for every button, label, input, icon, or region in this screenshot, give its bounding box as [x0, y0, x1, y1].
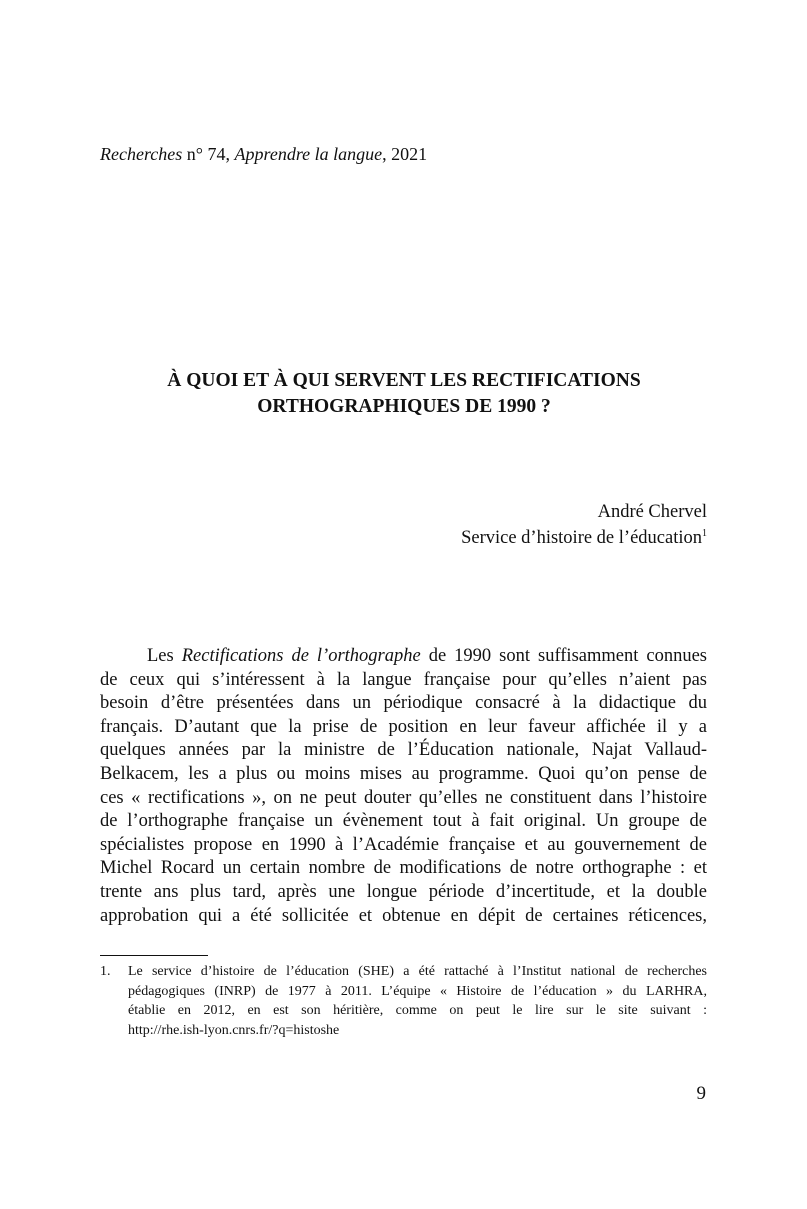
body-line [100, 692, 707, 716]
issue-number: n° 74, [182, 144, 235, 164]
footnote-line [128, 1001, 707, 1021]
footnote-separator [100, 955, 208, 956]
body-line-text: Michel Rocard un certain nombre de modifications de notre orthographe : et [100, 858, 707, 879]
footnote-url-line [128, 1021, 707, 1041]
body-line-text: français. D’autant que la prise de position en leur faveur affichée il y a [100, 716, 707, 737]
title-line-2: ORTHOGRAPHIQUES DE 1990 ? [257, 396, 551, 417]
body-line [100, 716, 707, 740]
footnote-url[interactable]: http://rhe.ish-lyon.cnrs.fr/?q=histoshe [128, 1022, 340, 1038]
body-line [100, 763, 707, 787]
body-line [100, 787, 707, 811]
title-line-1: À QUOI ET À QUI SERVENT LES RECTIFICATIONS [167, 370, 641, 391]
footnote-line [128, 982, 707, 1002]
body-line-text: Belkacem, les a plus ou moins mises au programme. Quoi qu’on pense de [100, 763, 707, 784]
footnote-reference: 1 [702, 528, 707, 539]
footnote-line-text: Le service d’histoire de l’éducation (SHE) a été rattaché à l’Institut national de recherches [128, 964, 707, 979]
body-line-1-pre: Les [147, 646, 182, 666]
author-name: André Chervel [597, 502, 707, 522]
author-affiliation: Service d’histoire de l’éducation [461, 528, 702, 548]
body-line [100, 669, 707, 693]
author-block [461, 499, 707, 551]
running-head [100, 143, 427, 165]
article-title [100, 368, 708, 420]
body-line [100, 739, 707, 763]
body-line [100, 810, 707, 834]
body-line [100, 881, 707, 905]
body-line-text: approbation qui a été sollicitée et obtenue en dépit de certaines réticences, [100, 905, 707, 926]
footnote-line-text: établie en 2012, en est son héritière, comme on peut le lire sur le site suivant : [128, 1003, 707, 1018]
footnote [100, 962, 707, 1040]
body-line [100, 857, 707, 881]
body-line-text: ces « rectifications », on ne peut douter qu’elles ne constituent dans l’histoire [100, 787, 707, 808]
body-line-text: de ceux qui s’intéressent à la langue française pour qu’elles n’aient pas [100, 669, 707, 690]
footnote-line-text: pédagogiques (INRP) de 1977 à 2011. L’équipe « Histoire de l’éducation » du LARHRA, [128, 983, 707, 999]
journal-name: Recherches [100, 144, 183, 164]
page-number: 9 [696, 1083, 706, 1104]
body-line-1 [100, 645, 707, 669]
body-line [100, 905, 707, 929]
body-line [100, 834, 707, 858]
body-line-text: trente ans plus tard, après une longue période d’incertitude, et la double [100, 881, 707, 902]
body-line-text: quelques années par la ministre de l’Éducation nationale, Najat Vallaud- [100, 740, 707, 761]
author-affiliation-line [461, 525, 707, 551]
body-line-text: de l’orthographe française un évènement tout à fait original. Un groupe de [100, 811, 707, 832]
body-line-text: spécialistes propose en 1990 à l’Académie française et au gouvernement de [100, 834, 707, 855]
body-line-1-italic: Rectifications de l’orthographe [181, 646, 421, 666]
issue-theme: Apprendre la langue [234, 144, 383, 164]
body-line-text: besoin d’être présentées dans un périodique consacré à la didactique du [100, 693, 707, 714]
body-line-1-post: de 1990 sont suffisamment connues [420, 646, 707, 666]
footnote-number: 1. [100, 964, 111, 979]
issue-year: , 2021 [382, 144, 428, 164]
body-paragraph [100, 645, 707, 928]
footnote-line [128, 962, 707, 982]
